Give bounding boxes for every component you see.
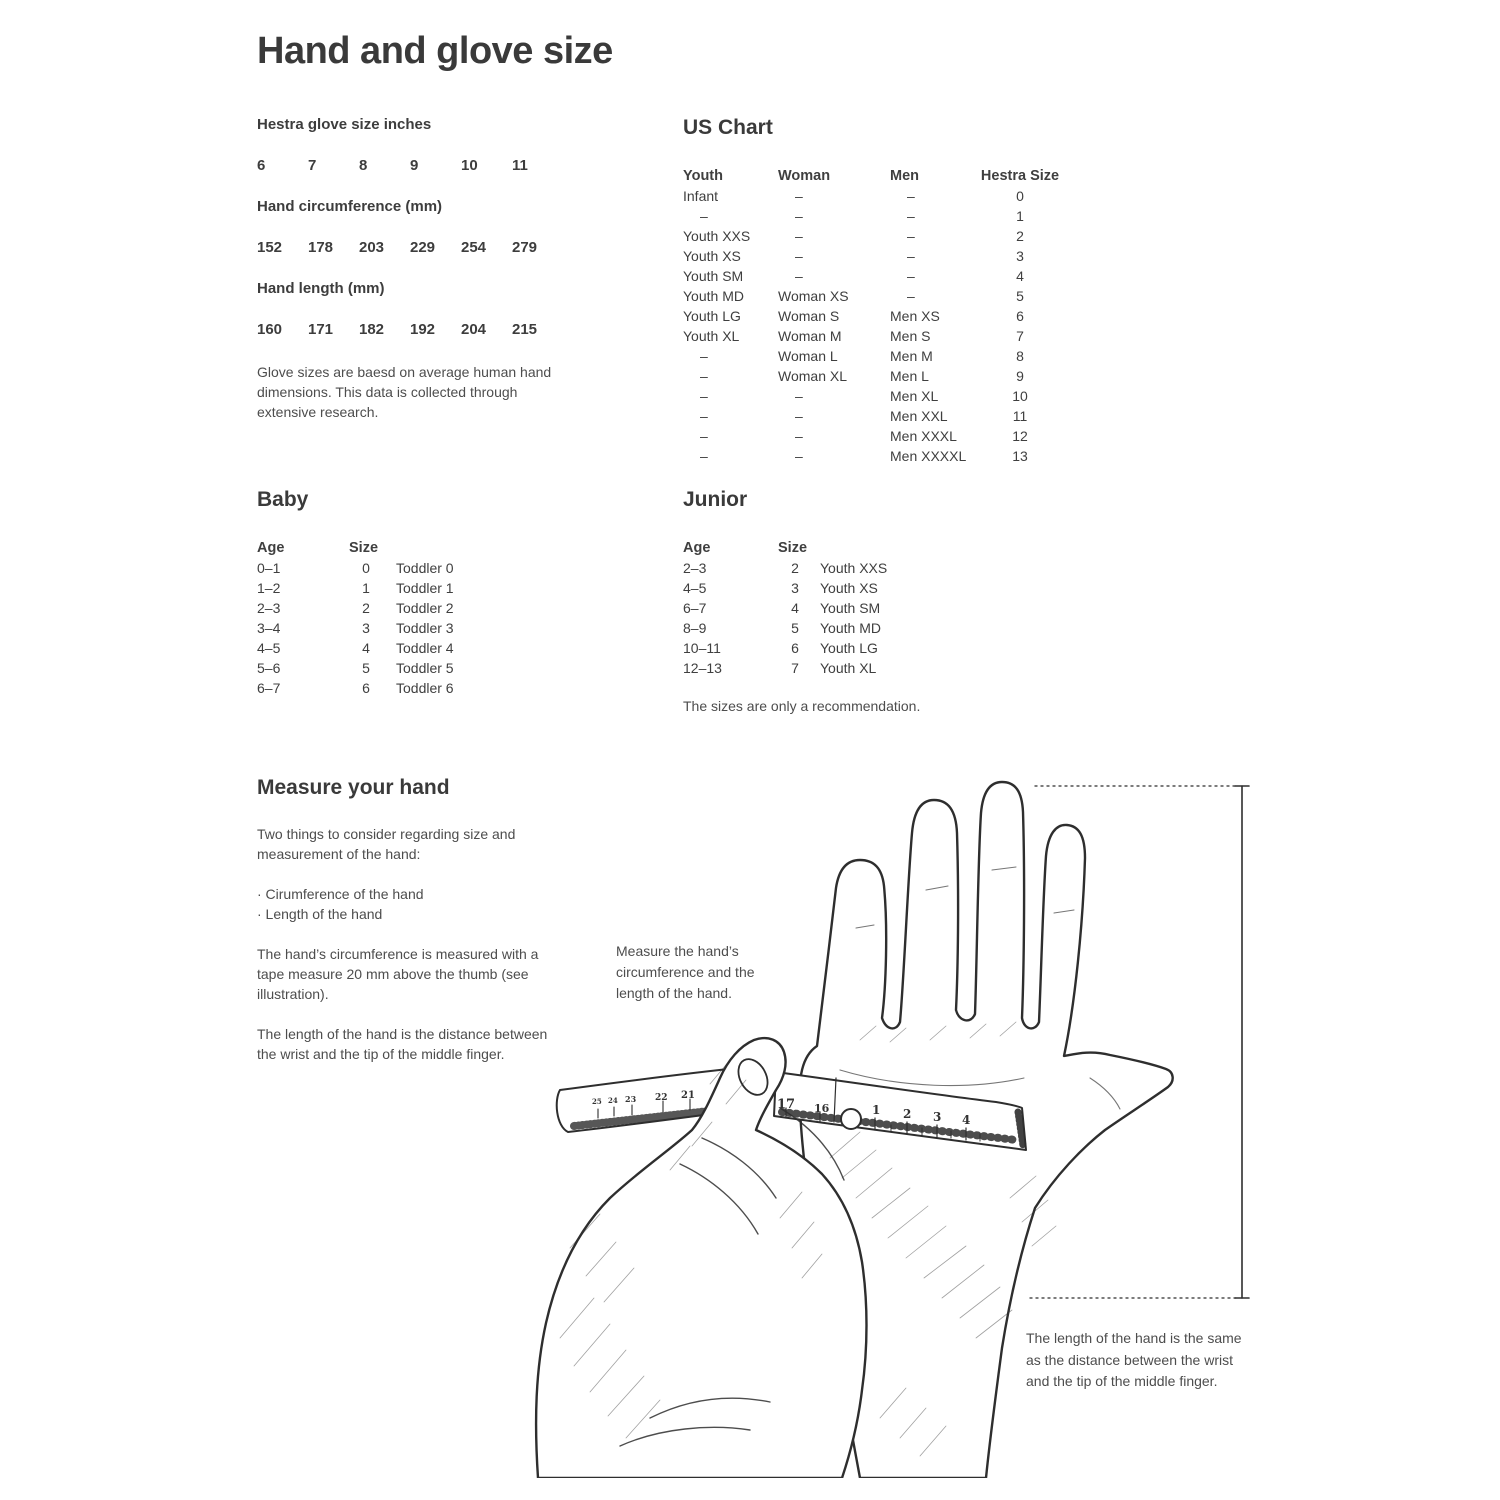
cell-size-name: Toddler 3 xyxy=(396,620,454,636)
cell-youth: Infant xyxy=(683,188,719,204)
table-row xyxy=(257,598,543,618)
measure-paragraph: The hand’s circumference is measured with a tape measure 20 mm above the thumb (see illustration). xyxy=(257,946,539,1002)
cell-men: – xyxy=(907,208,915,224)
column-header: Age xyxy=(257,540,285,556)
cell-youth: – xyxy=(700,408,708,424)
scale-value: 215 xyxy=(512,321,538,338)
scale-value: 229 xyxy=(410,239,436,256)
cell-youth: Youth XL xyxy=(683,328,740,344)
tape-number: 24 xyxy=(608,1096,618,1105)
column-header: Youth xyxy=(683,168,723,184)
cell-size-name: Youth SM xyxy=(820,600,881,616)
cell-woman: Woman XS xyxy=(778,288,849,304)
cell-size-name: Youth MD xyxy=(820,620,881,636)
column-header: Men xyxy=(890,168,919,184)
cell-men: – xyxy=(907,268,915,284)
tape-number: 21 xyxy=(681,1090,695,1101)
bullet-item: · Length of the hand xyxy=(257,906,383,922)
cell-size: 5 xyxy=(791,620,799,636)
cell-woman: – xyxy=(795,208,803,224)
cell-age: 12–13 xyxy=(683,660,722,676)
cell-age: 4–5 xyxy=(257,640,281,656)
us-chart-title: US Chart xyxy=(683,116,773,139)
cell-size: 6 xyxy=(362,680,370,696)
table-row xyxy=(257,618,543,638)
cell-youth: Youth XS xyxy=(683,248,741,264)
cell-hestra-size: 11 xyxy=(1012,408,1028,424)
cell-hestra-size: 5 xyxy=(1016,288,1024,304)
table-row xyxy=(683,406,1065,426)
cell-youth: – xyxy=(700,428,708,444)
page-title: Hand and glove size xyxy=(257,30,613,72)
cell-size-name: Youth XL xyxy=(820,660,877,676)
tape-number: 16 xyxy=(814,1102,830,1115)
scale-value: 10 xyxy=(461,157,478,174)
illustration-label: Measure the hand’s circumference and the length of the hand. xyxy=(616,943,755,1001)
column-header: Hestra Size xyxy=(980,168,1060,184)
cell-hestra-size: 6 xyxy=(1016,308,1024,324)
baby-title: Baby xyxy=(257,488,309,511)
cell-woman: – xyxy=(795,428,803,444)
cell-woman: – xyxy=(795,268,803,284)
baby-section xyxy=(257,488,543,698)
table-row xyxy=(683,286,1065,306)
cell-age: 8–9 xyxy=(683,620,707,636)
measure-bullets xyxy=(257,884,553,924)
table-row xyxy=(683,206,1065,226)
column-header: Size xyxy=(778,540,808,556)
cell-woman: – xyxy=(795,388,803,404)
cell-men: – xyxy=(907,188,915,204)
tape-number: 1 xyxy=(872,1103,881,1117)
junior-header-row xyxy=(683,538,972,558)
column-header: Size xyxy=(349,540,379,556)
cell-woman: Woman M xyxy=(778,328,842,344)
cell-hestra-size: 10 xyxy=(1012,388,1028,404)
table-row xyxy=(683,578,972,598)
us-chart-header-row xyxy=(683,166,1065,186)
baby-header-row xyxy=(257,538,543,558)
scale-label: Hand length (mm) xyxy=(257,280,385,297)
scale-value: 192 xyxy=(410,321,436,338)
cell-woman: – xyxy=(795,228,803,244)
cell-size-name: Toddler 2 xyxy=(396,600,454,616)
scales-note: Glove sizes are baesd on average human hand dimensions. This data is collected through extensive research. xyxy=(257,364,552,420)
tape-number: 23 xyxy=(625,1094,637,1104)
bullet-item: · Cirumference of the hand xyxy=(257,886,424,902)
table-row xyxy=(683,186,1065,206)
tape-number: 25 xyxy=(592,1097,602,1106)
cell-men: Men XXXL xyxy=(890,428,957,444)
scale-label: Hand circumference (mm) xyxy=(257,198,443,215)
cell-size: 7 xyxy=(791,660,799,676)
cell-size: 0 xyxy=(362,560,370,576)
junior-body xyxy=(683,558,972,678)
cell-size: 5 xyxy=(362,660,370,676)
table-row xyxy=(683,658,972,678)
table-row xyxy=(683,426,1065,446)
cell-men: Men XS xyxy=(890,308,940,324)
cell-age: 6–7 xyxy=(257,680,281,696)
cell-hestra-size: 0 xyxy=(1016,188,1024,204)
cell-size-name: Youth XS xyxy=(820,580,878,596)
cell-size-name: Toddler 1 xyxy=(396,580,454,596)
scale-value: 204 xyxy=(461,321,487,338)
table-row xyxy=(257,558,543,578)
cell-youth: Youth LG xyxy=(683,308,741,324)
scale-value: 254 xyxy=(461,239,487,256)
scale-value: 182 xyxy=(359,321,385,338)
cell-men: Men M xyxy=(890,348,933,364)
cell-age: 6–7 xyxy=(683,600,707,616)
measure-intro: Two things to consider regarding size and measurement of the hand: xyxy=(257,826,516,862)
cell-size-name: Toddler 4 xyxy=(396,640,454,656)
scale-values xyxy=(257,157,569,174)
table-row xyxy=(683,306,1065,326)
cell-hestra-size: 1 xyxy=(1016,208,1024,224)
cell-youth: – xyxy=(700,208,708,224)
tape-number: 3 xyxy=(933,1110,942,1124)
cell-hestra-size: 8 xyxy=(1016,348,1024,364)
cell-woman: Woman L xyxy=(778,348,838,364)
cell-men: Men L xyxy=(890,368,929,384)
table-row xyxy=(683,326,1065,346)
cell-youth: Youth SM xyxy=(683,268,744,284)
cell-size: 4 xyxy=(791,600,799,616)
cell-age: 5–6 xyxy=(257,660,281,676)
cell-age: 3–4 xyxy=(257,620,281,636)
cell-size: 2 xyxy=(362,600,370,616)
cell-size: 2 xyxy=(791,560,799,576)
scale-value: 7 xyxy=(308,157,317,174)
cell-size-name: Toddler 5 xyxy=(396,660,454,676)
table-row xyxy=(683,366,1065,386)
cell-hestra-size: 7 xyxy=(1016,328,1024,344)
cell-men: – xyxy=(907,248,915,264)
cell-size: 6 xyxy=(791,640,799,656)
column-header: Woman xyxy=(778,168,831,184)
table-row xyxy=(683,618,972,638)
cell-age: 2–3 xyxy=(683,560,707,576)
tape-number: 4 xyxy=(962,1113,971,1127)
cell-age: 2–3 xyxy=(257,600,281,616)
cell-age: 1–2 xyxy=(257,580,281,596)
junior-section xyxy=(683,488,972,716)
cell-size-name: Toddler 6 xyxy=(396,680,454,696)
tape-number: 17 xyxy=(777,1097,796,1112)
cell-men: – xyxy=(907,228,915,244)
cell-hestra-size: 12 xyxy=(1012,428,1028,444)
table-row xyxy=(257,638,543,658)
cell-hestra-size: 13 xyxy=(1012,448,1028,464)
cell-hestra-size: 4 xyxy=(1016,268,1024,284)
scale-value: 11 xyxy=(512,157,528,174)
table-row xyxy=(257,658,543,678)
scale-values xyxy=(257,239,569,256)
table-row xyxy=(257,578,543,598)
measure-section xyxy=(257,778,553,1084)
cell-size: 3 xyxy=(791,580,799,596)
scale-value: 9 xyxy=(410,157,419,174)
scale-value: 8 xyxy=(359,157,368,174)
cell-size: 3 xyxy=(362,620,370,636)
us-chart-body xyxy=(683,186,1065,466)
cell-men: Men XXXXL xyxy=(890,448,967,464)
cell-men: – xyxy=(907,288,915,304)
scale-value: 279 xyxy=(512,239,538,256)
scale-value: 6 xyxy=(257,157,266,174)
table-row xyxy=(683,246,1065,266)
cell-age: 4–5 xyxy=(683,580,707,596)
cell-youth: – xyxy=(700,368,708,384)
cell-size: 4 xyxy=(362,640,370,656)
table-row xyxy=(683,446,1065,466)
scale-label: Hestra glove size inches xyxy=(257,116,432,133)
cell-youth: – xyxy=(700,388,708,404)
scale-value: 171 xyxy=(308,321,334,338)
cell-woman: Woman S xyxy=(778,308,840,324)
cell-size-name: Youth XXS xyxy=(820,560,888,576)
cell-youth: Youth MD xyxy=(683,288,744,304)
measure-title: Measure your hand xyxy=(257,776,450,799)
table-row xyxy=(683,386,1065,406)
table-row xyxy=(683,558,972,578)
size-scales-section xyxy=(257,116,569,422)
cell-youth: Youth XXS xyxy=(683,228,751,244)
table-row xyxy=(257,678,543,698)
junior-note: The sizes are only a recommendation. xyxy=(683,698,921,714)
column-header xyxy=(812,538,972,558)
tape-number: 22 xyxy=(655,1093,668,1103)
cell-youth: – xyxy=(700,448,708,464)
column-header xyxy=(383,538,543,558)
column-header: Age xyxy=(683,540,711,556)
cell-age: 10–11 xyxy=(683,640,721,656)
scale-value: 160 xyxy=(257,321,283,338)
cell-hestra-size: 9 xyxy=(1016,368,1024,384)
cell-woman: – xyxy=(795,408,803,424)
cell-woman: – xyxy=(795,248,803,264)
cell-size-name: Toddler 0 xyxy=(396,560,454,576)
cell-size: 1 xyxy=(362,580,370,596)
cell-age: 0–1 xyxy=(257,560,281,576)
illustration-caption: The length of the hand is the same as the distance between the wrist and the tip of the middle finger. xyxy=(1026,1330,1242,1389)
table-row xyxy=(683,346,1065,366)
cell-hestra-size: 2 xyxy=(1016,228,1024,244)
cell-size-name: Youth LG xyxy=(820,640,878,656)
table-row xyxy=(683,266,1065,286)
cell-youth: – xyxy=(700,348,708,364)
cell-woman: Woman XL xyxy=(778,368,847,384)
scale-value: 178 xyxy=(308,239,334,256)
cell-woman: – xyxy=(795,188,803,204)
baby-body xyxy=(257,558,543,698)
cell-woman: – xyxy=(795,448,803,464)
measure-paragraph: The length of the hand is the distance between the wrist and the tip of the middle finger. xyxy=(257,1026,548,1062)
cell-men: Men XL xyxy=(890,388,939,404)
scale-value: 152 xyxy=(257,239,283,256)
table-row xyxy=(683,226,1065,246)
tape-number: 2 xyxy=(903,1107,912,1121)
cell-men: Men XXL xyxy=(890,408,948,424)
table-row xyxy=(683,598,972,618)
cell-men: Men S xyxy=(890,328,931,344)
junior-title: Junior xyxy=(683,488,748,511)
table-row xyxy=(683,638,972,658)
scale-values xyxy=(257,321,569,338)
scale-value: 203 xyxy=(359,239,385,256)
us-chart-section xyxy=(683,116,1065,466)
cell-hestra-size: 3 xyxy=(1016,248,1024,264)
